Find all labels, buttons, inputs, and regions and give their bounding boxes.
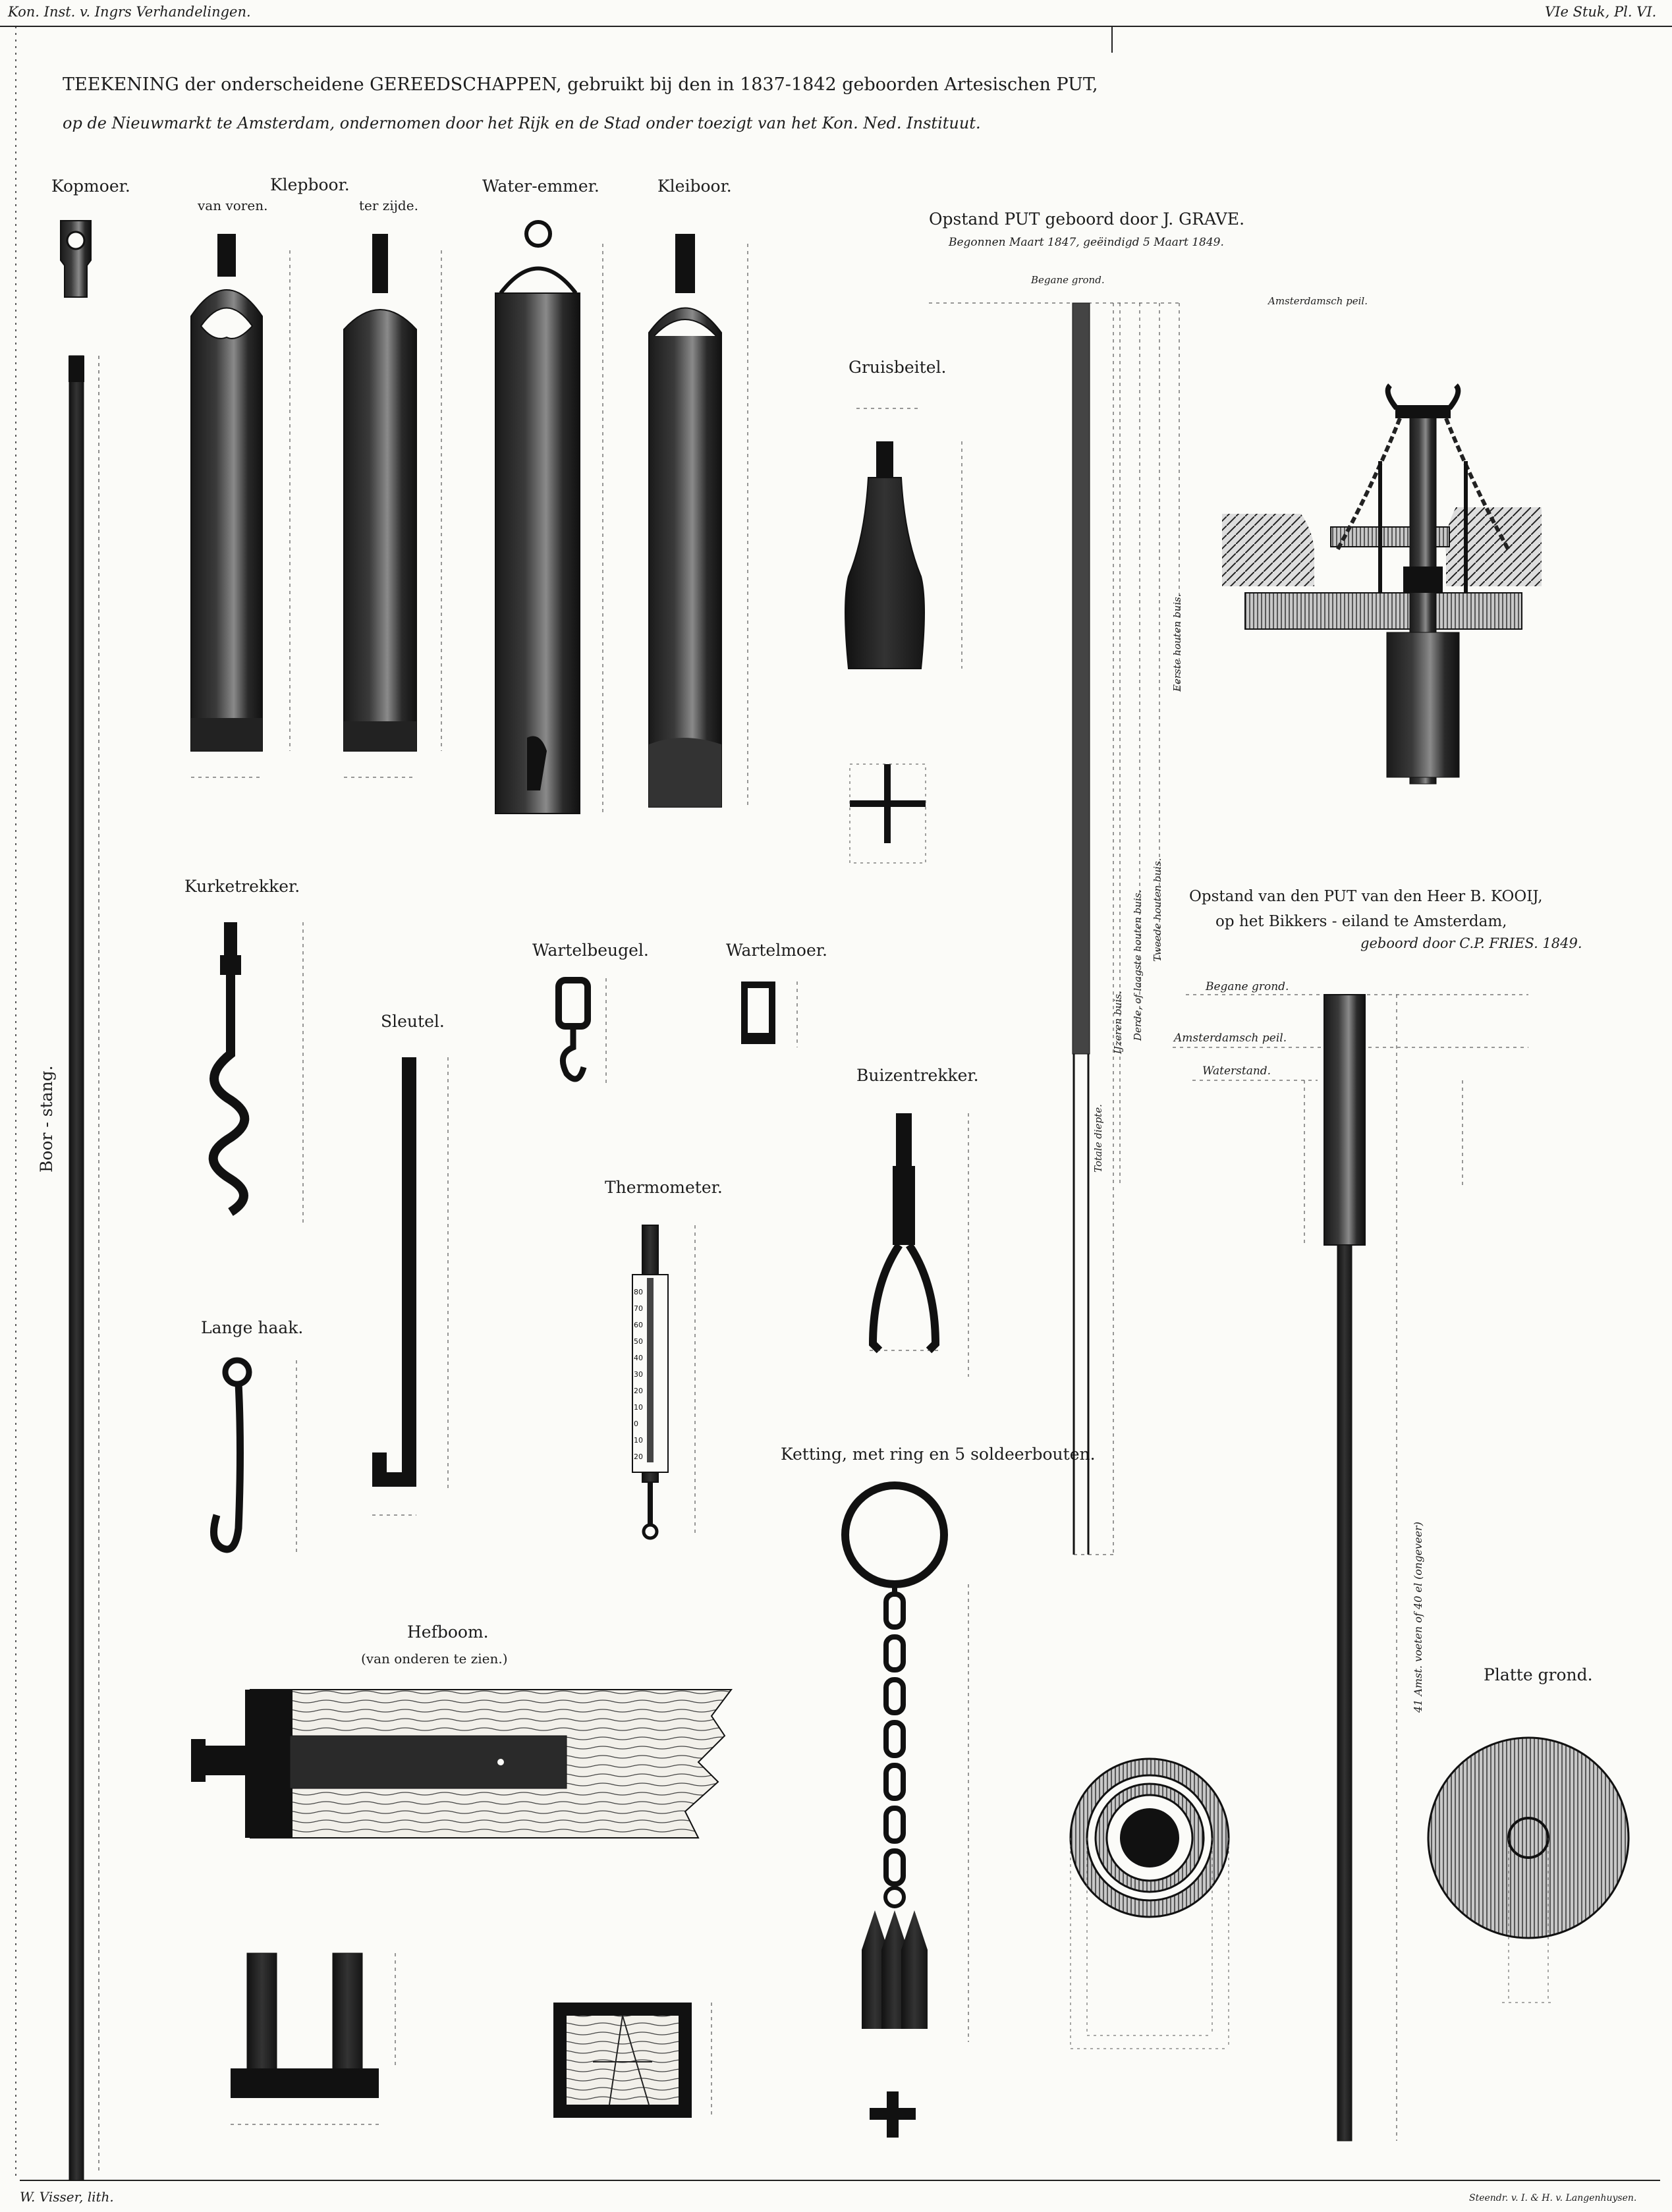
label-klepboor-side: ter zijde. [359, 198, 418, 213]
sleutel-drawing [372, 1057, 448, 1515]
boorstang-drawing [69, 356, 99, 2180]
kooij-begane-grond: Begane grond. [1206, 980, 1289, 993]
klepboor-side-drawing [344, 234, 441, 777]
page-title-line2: op de Nieuwmarkt te Amsterdam, ondernomen door het Rijk en de Stad onder toezigt van het Kon. Ned. Instituut. [63, 114, 981, 132]
ketting-drawing [845, 1485, 968, 2138]
grave-tweede-buis: Tweede houten buis. [1152, 858, 1163, 962]
label-wateremmer: Water-emmer. [482, 177, 599, 196]
thermometer-tick: 40 [634, 1354, 643, 1362]
grave-ijzer-buis: IJzeren buis. [1112, 991, 1124, 1054]
thermometer-tick: 10 [634, 1403, 643, 1412]
thermometer-tick: 0 [634, 1420, 638, 1428]
hefboom-section-drawing [553, 2003, 711, 2118]
label-wartelmoer: Wartelmoer. [726, 941, 827, 960]
hefboom-fork-drawing [231, 1953, 395, 2124]
header-right: VIe Stuk, Pl. VI. [1545, 4, 1657, 20]
grave-title: Opstand PUT geboord door J. GRAVE. [929, 209, 1245, 229]
footer-right: Steendr. v. I. & H. v. Langenhuysen. [1469, 2193, 1637, 2203]
label-gruisbeitel: Gruisbeitel. [849, 358, 947, 377]
label-kurketrekker: Kurketrekker. [184, 877, 300, 896]
kooij-depth-note: 41 Amst. voeten of 40 el (ongeveer) [1412, 1522, 1424, 1713]
kleiboor-drawing [649, 234, 748, 807]
label-klepboor: Klepboor. [270, 175, 350, 194]
kooij-platte-grond: Platte grond. [1484, 1665, 1593, 1684]
kooij-plan-drawing [1428, 1738, 1629, 2003]
wartelbeugel-drawing [559, 978, 606, 1087]
grave-eerste-buis: Eerste houten buis. [1171, 594, 1183, 692]
wartelmoer-drawing [744, 982, 797, 1047]
label-wartelbeugel: Wartelbeugel. [532, 941, 649, 960]
grave-begane-grond: Begane grond. [1031, 274, 1105, 286]
thermometer-tick: 30 [634, 1370, 643, 1379]
kooij-well-drawing [1173, 995, 1528, 2141]
label-ketting: Ketting, met ring en 5 soldeerbouten. [781, 1445, 1096, 1464]
wateremmer-drawing [495, 222, 603, 814]
label-lange-haak: Lange haak. [201, 1318, 304, 1337]
kooij-waterstand: Waterstand. [1202, 1065, 1271, 1078]
thermometer-tick: 50 [634, 1337, 643, 1346]
thermometer-drawing [632, 1225, 695, 1538]
grave-plan-drawing [1071, 1759, 1229, 2049]
grave-well-drawing [929, 303, 1179, 1555]
kooij-title-line1: Opstand van den PUT van den Heer B. KOOIJ, [1189, 888, 1543, 905]
lange-haak-drawing [214, 1360, 297, 1555]
grave-totale-diepte: Totale diepte. [1092, 1104, 1104, 1173]
label-thermometer: Thermometer. [605, 1178, 723, 1197]
label-kopmoer: Kopmoer. [51, 177, 130, 196]
thermometer-tick: 80 [634, 1288, 643, 1296]
thermometer-tick: 70 [634, 1304, 643, 1313]
grave-derde-buis: Derde, of laagste houten buis. [1132, 889, 1144, 1041]
thermometer-tick: 20 [634, 1387, 643, 1395]
label-hefboom-sub: (van onderen te zien.) [361, 1651, 508, 1667]
label-boorstang: Boor - stang. [37, 1065, 56, 1173]
label-hefboom: Hefboom. [407, 1622, 489, 1642]
klepboor-front-drawing [191, 234, 290, 777]
hefboom-drawing [191, 1690, 731, 1838]
well-head-drawing [1222, 385, 1542, 784]
kooij-title-line2: op het Bikkers - eiland te Amsterdam, [1215, 913, 1507, 930]
label-buizentrekker: Buizentrekker. [856, 1066, 979, 1085]
grave-amsterdamsch-peil: Amsterdamsch peil. [1268, 295, 1368, 307]
header-left: Kon. Inst. v. Ingrs Verhandelingen. [8, 4, 251, 20]
kurketrekker-drawing [213, 922, 303, 1225]
page-title-line1: TEEKENING der onderscheidene GEREEDSCHAPPEN, gebruikt bij den in 1837-1842 geboorden Artesischen PUT, [63, 74, 1098, 95]
thermometer-tick: 10 [634, 1436, 643, 1445]
label-sleutel: Sleutel. [381, 1012, 445, 1031]
grave-subtitle: Begonnen Maart 1847, geëindigd 5 Maart 1849. [949, 236, 1224, 249]
kooij-title-line3: geboord door C.P. FRIES. 1849. [1360, 935, 1582, 951]
thermometer-tick: 20 [634, 1452, 643, 1461]
kooij-amsterdamsch-peil: Amsterdamsch peil. [1174, 1032, 1287, 1045]
label-kleiboor: Kleiboor. [657, 177, 732, 196]
gruisbeitel-drawing [845, 408, 962, 863]
kopmoer-drawing [61, 221, 91, 297]
footer-left: W. Visser, lith. [20, 2189, 114, 2205]
thermometer-tick: 60 [634, 1321, 643, 1329]
buizentrekker-drawing [870, 1113, 968, 1377]
label-klepboor-front: van voren. [198, 198, 268, 213]
